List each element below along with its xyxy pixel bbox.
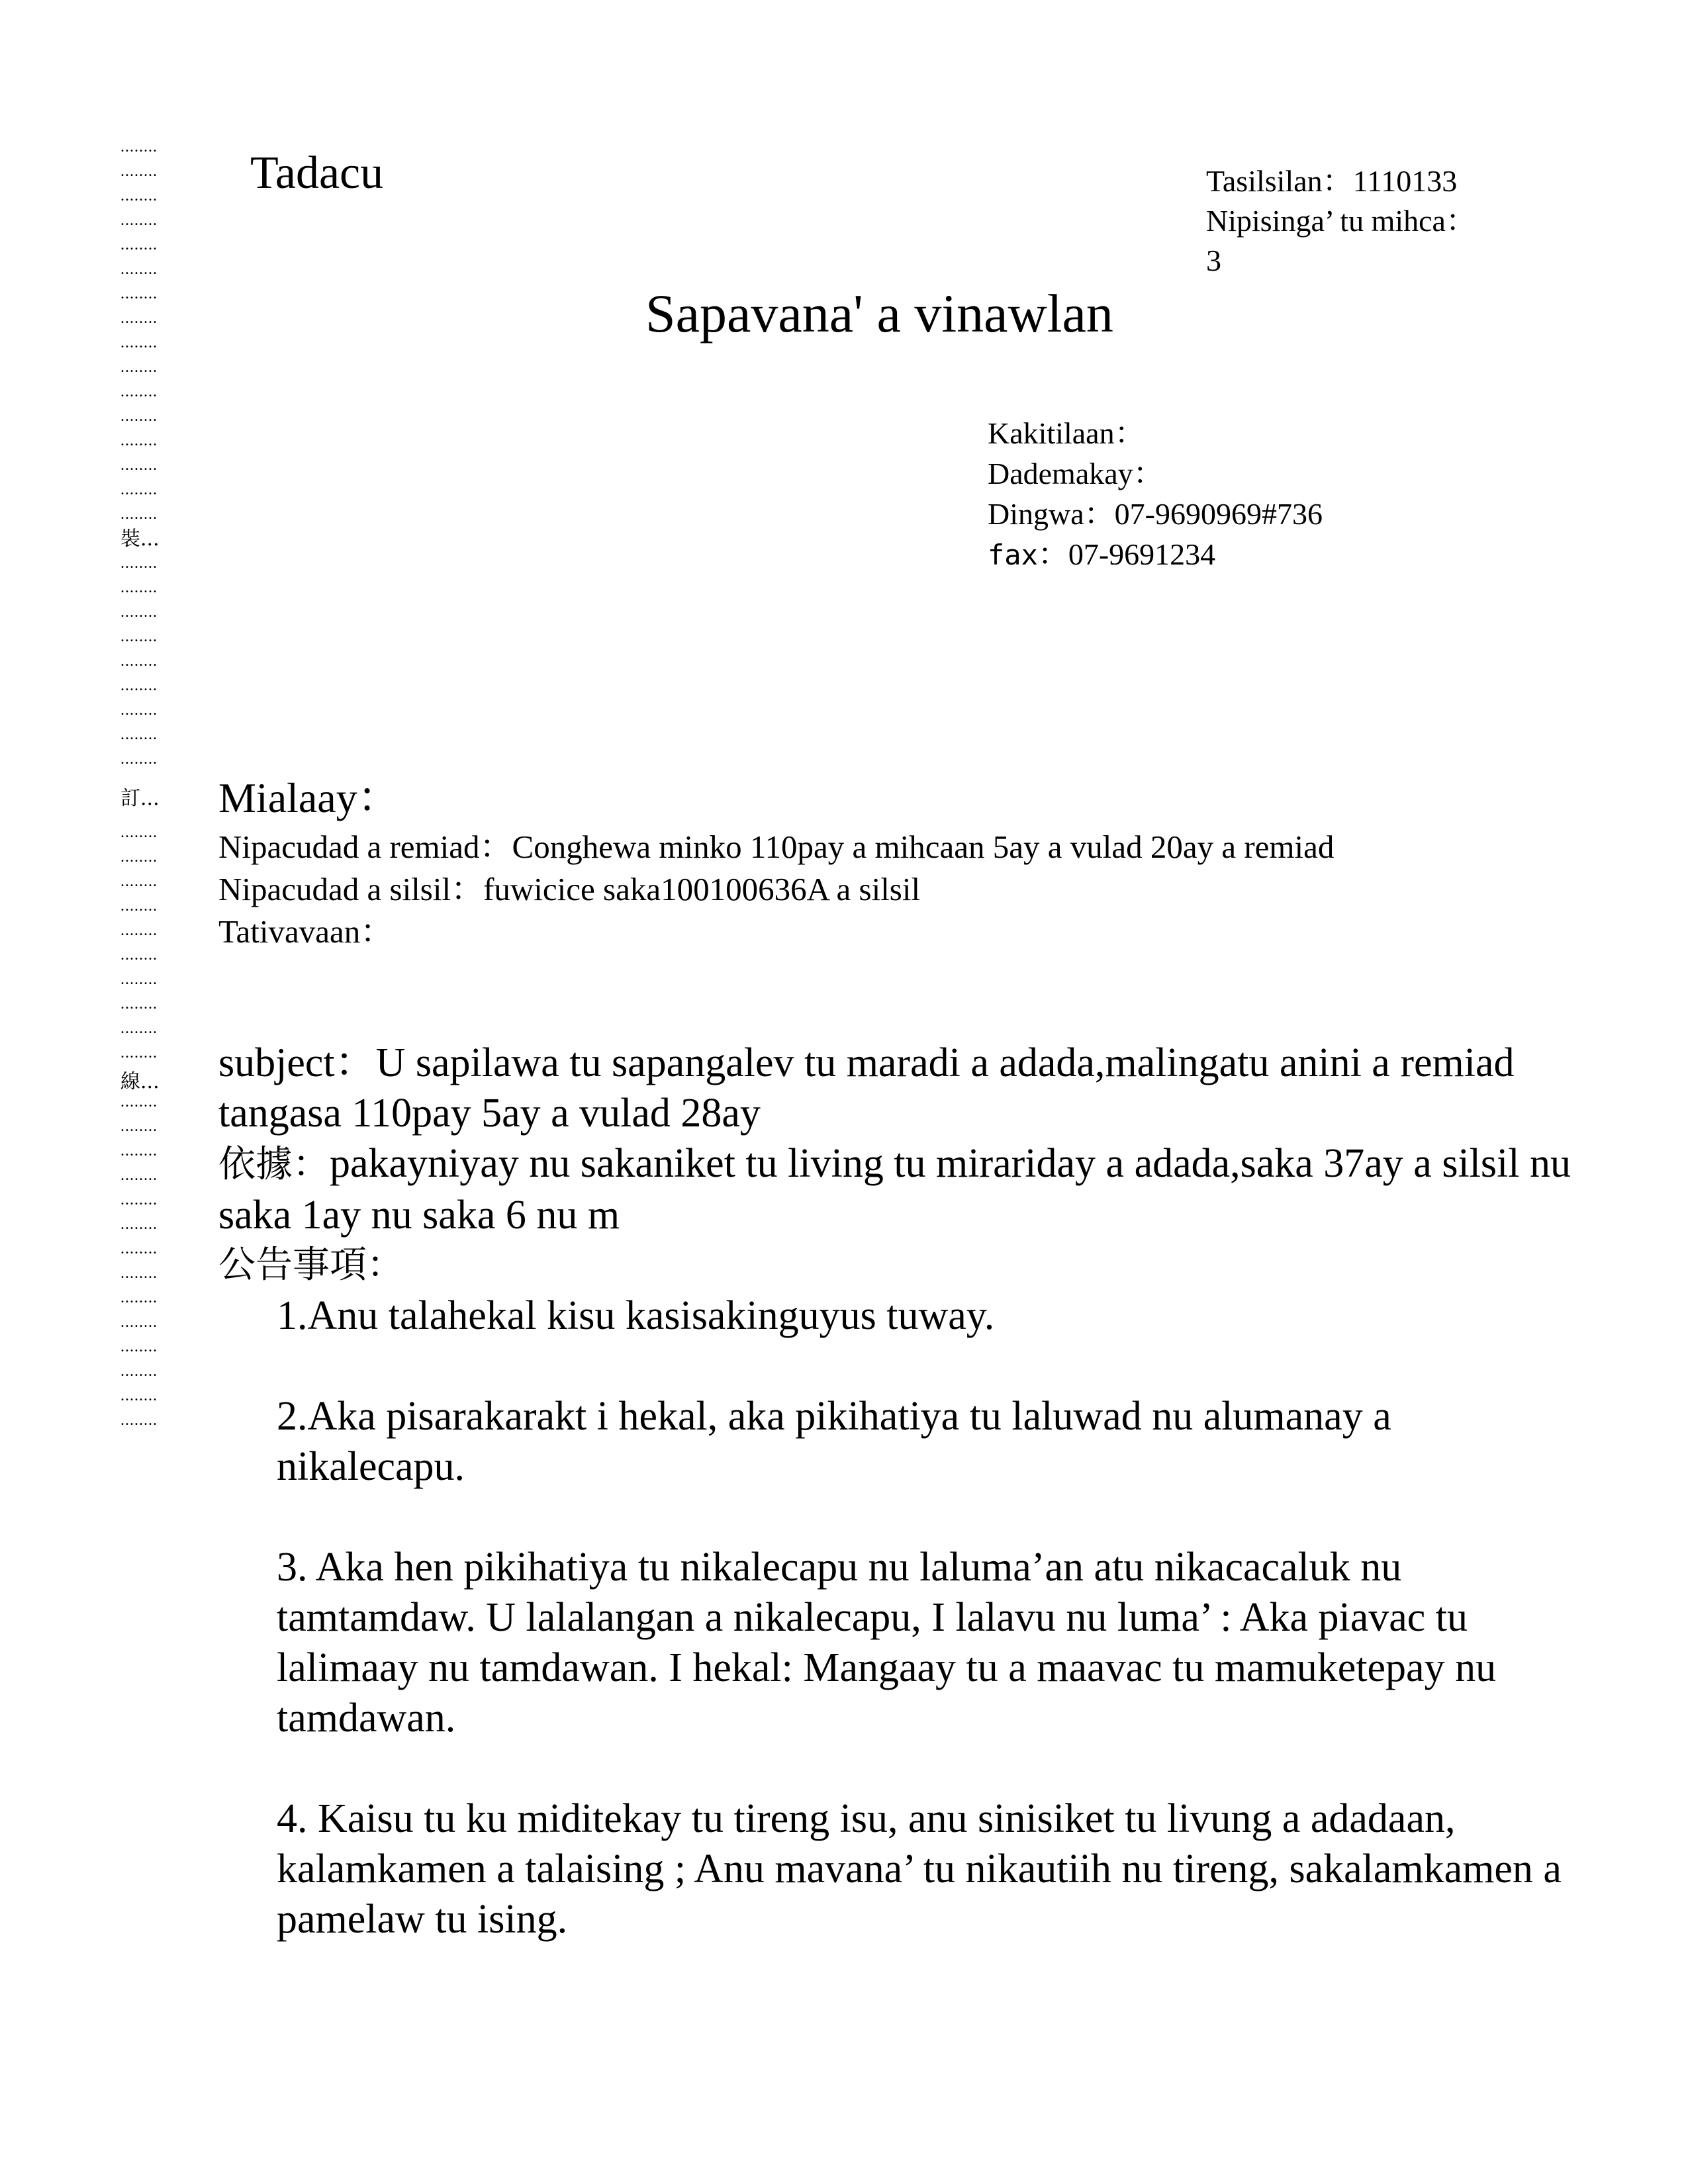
binding-dot-row: ........	[120, 310, 158, 327]
binding-dot-row: ........	[120, 1167, 158, 1184]
basis-label: 依據：	[218, 1143, 330, 1186]
binding-dot-row: ........	[120, 187, 158, 205]
binding-dot-row: ........	[120, 1118, 158, 1135]
retention-label: Nipisinga’ tu mihca：	[1206, 204, 1476, 238]
binding-char-ding: 訂...	[120, 787, 160, 810]
binding-dot-row: ........	[120, 236, 158, 253]
fax-value: ：07-9691234	[1037, 537, 1216, 571]
binding-dot-row: ........	[120, 677, 158, 694]
agency-name: Tadacu	[250, 148, 384, 199]
binding-dot-row: ........	[120, 555, 158, 572]
phone-value: 07-9690969#736	[1114, 497, 1323, 531]
binding-dot-row: ........	[120, 726, 158, 743]
binding-dot-row: ........	[120, 897, 158, 915]
binding-dot-row: ........	[120, 1338, 158, 1355]
binding-dot-row: ........	[120, 506, 158, 523]
binding-dot-row: ........	[120, 408, 158, 425]
page-title: Sapavana' a vinawlan	[645, 283, 1113, 343]
fax-line	[988, 534, 1323, 575]
phone-line	[988, 494, 1323, 534]
binding-dot-row: ........	[120, 971, 158, 988]
binding-dot-row: ........	[120, 1363, 158, 1380]
binding-dot-row: ........	[120, 1093, 158, 1111]
binding-dot-row: ........	[120, 628, 158, 645]
binding-dot-row: ........	[120, 579, 158, 596]
notice-item-3: 3. Aka hen pikihatiya tu nikalecapu nu laluma’an atu nikacacaluk nu tamtamdaw. U lalalangan a nikalecapu, I lalavu nu luma’ : Aka piavac tu lalimaay nu tamdawan. I hekal: Mangaay tu a maavac tu mamuketepay nu tamdawan.	[277, 1545, 1497, 1741]
binding-dot-row: ........	[120, 824, 158, 841]
binding-dot-row: ........	[120, 1387, 158, 1404]
binding-dot-row: ........	[120, 1240, 158, 1257]
retention-value: 3	[1206, 244, 1221, 277]
recipient-label: Mialaay：	[218, 774, 400, 821]
document-number-value: 1110133	[1352, 164, 1458, 198]
binding-dot-row: ........	[120, 946, 158, 964]
binding-dot-row: ........	[120, 653, 158, 670]
notice-item-2: 2.Aka pisarakarakt i hekal, aka pikihatiya tu laluwad nu alumanay a nikalecapu.	[277, 1394, 1391, 1489]
binding-char-xian: 線...	[120, 1070, 160, 1093]
address-line: Kakitilaan：	[988, 416, 1145, 450]
document-body	[218, 1038, 1575, 1291]
subject-label: subject：	[218, 1040, 376, 1085]
binding-dot-row: ........	[120, 334, 158, 351]
contact-block	[988, 413, 1323, 575]
basis-text: pakayniyay nu sakaniket tu living tu mirariday a adada,saka 37ay a silsil nu saka 1ay nu saka 6 nu m	[218, 1141, 1571, 1238]
phone-label: Dingwa：	[988, 497, 1115, 531]
binding-dot-row: ........	[120, 383, 158, 400]
notice-item-4: 4. Kaisu tu ku miditekay tu tireng isu, anu sinisiket tu livung a adadaan, kalamkamen a talaising ; Anu mavana’ tu nikautiih nu tireng, sakalamkamen a pamelaw tu ising.	[277, 1796, 1562, 1942]
binding-dot-row: ........	[120, 922, 158, 939]
binding-dot-row: ........	[120, 848, 158, 866]
binding-dot-row: ........	[120, 1289, 158, 1306]
binding-dot-row: ........	[120, 751, 158, 768]
binding-dot-row: ........	[120, 138, 158, 156]
binding-dot-row: ........	[120, 359, 158, 376]
binding-dot-row: ........	[120, 1216, 158, 1233]
binding-dot-row: ........	[120, 163, 158, 180]
subject-paragraph	[218, 1038, 1575, 1138]
subject-text: U sapilawa tu sapangalev tu maradi a adada,malingatu anini a remiad tangasa 110pay 5ay a vulad 28ay	[218, 1040, 1515, 1136]
binding-dot-row: ........	[120, 995, 158, 1013]
binding-dot-row: ........	[120, 873, 158, 890]
basis-paragraph	[218, 1138, 1575, 1240]
reference-number: Nipacudad a silsil：fuwicice saka100100636A a silsil	[218, 871, 921, 907]
binding-dot-row: ........	[120, 261, 158, 278]
notice-label: 公告事項：	[218, 1244, 404, 1287]
binding-dot-row: ........	[120, 432, 158, 449]
binding-dot-row: ........	[120, 1265, 158, 1282]
binding-dot-row: ........	[120, 604, 158, 621]
binding-dot-row: ........	[120, 1314, 158, 1331]
fax-label: fax	[988, 539, 1038, 571]
binding-dot-row: ........	[120, 212, 158, 229]
binding-dot-row: ........	[120, 457, 158, 474]
binding-dot-row: ........	[120, 481, 158, 498]
issue-date: Nipacudad a remiad：Conghewa minko 110pay a mihcaan 5ay a vulad 20ay a remiad	[218, 829, 1335, 865]
handler-line: Dademakay：	[988, 457, 1164, 490]
binding-dot-row: ........	[120, 702, 158, 719]
document-meta	[1206, 161, 1476, 281]
binding-dot-row: ........	[120, 1412, 158, 1429]
attachment-label: Tativavaan：	[218, 913, 393, 950]
binding-dot-row: ........	[120, 1191, 158, 1208]
notice-items	[277, 1291, 1574, 1995]
document-number-label: Tasilsilan：	[1206, 164, 1353, 198]
binding-char-zhuang: 裝...	[120, 527, 160, 551]
document-details	[218, 826, 1334, 953]
binding-dot-row: ........	[120, 1142, 158, 1160]
binding-dot-row: ........	[120, 1044, 158, 1062]
binding-dot-row: ........	[120, 285, 158, 302]
document-number	[1206, 161, 1476, 201]
notice-item-1: 1.Anu talahekal kisu kasisakinguyus tuway.	[277, 1293, 995, 1338]
binding-dot-row: ........	[120, 1020, 158, 1037]
